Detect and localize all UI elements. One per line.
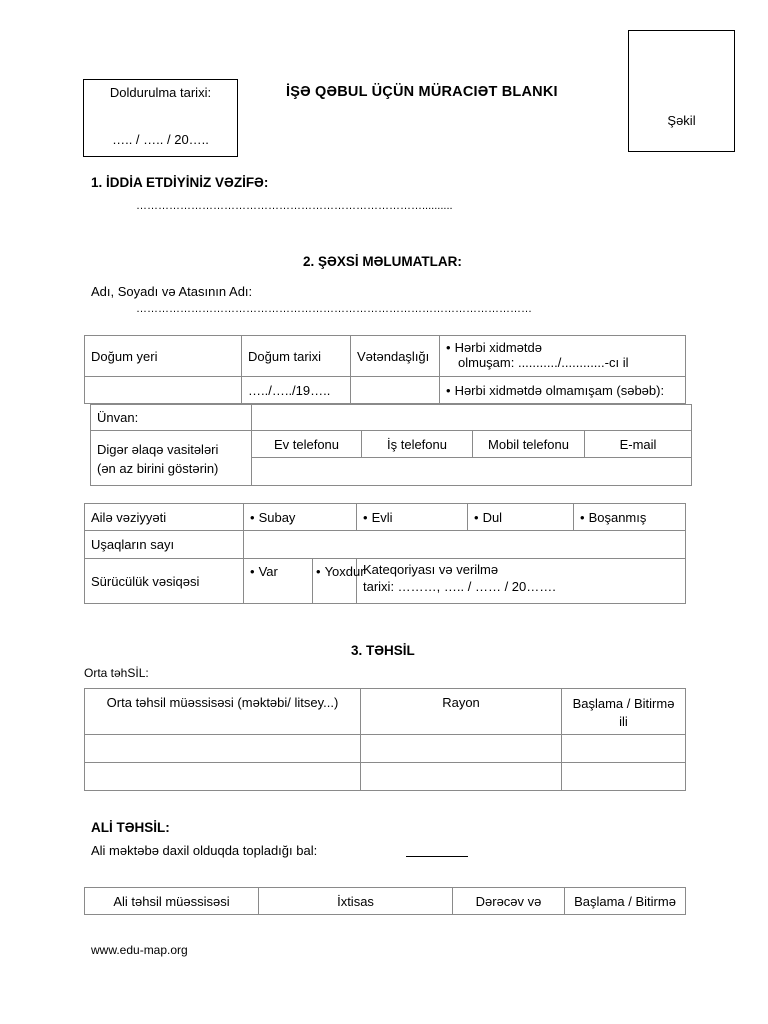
license-no-option[interactable] xyxy=(313,559,365,604)
family-table xyxy=(84,503,686,604)
widowed-option[interactable] xyxy=(468,504,574,531)
sec-years-header-2: ili xyxy=(619,714,628,729)
contact-label-2: (ən az birini göstərin) xyxy=(97,461,219,476)
hi-institution-header: Ali təhsil müəssisəsi xyxy=(85,888,259,915)
contact-table xyxy=(90,404,692,486)
date-value[interactable]: ….. / ….. / 20….. xyxy=(112,132,209,147)
higher-edu-table xyxy=(84,887,686,915)
sec-row1-institution[interactable] xyxy=(85,735,361,763)
children-count-label: Uşaqların sayı xyxy=(85,531,244,559)
contact-label-1: Digər əlaqə vasitələri xyxy=(97,442,219,457)
photo-label: Şəkil xyxy=(667,113,696,128)
mobile-phone-label: Mobil telefonu xyxy=(473,431,585,458)
form-title: İŞƏ QƏBUL ÜÇÜN MÜRACIƏT BLANKI xyxy=(286,84,558,100)
birth-date-value[interactable]: …../…../19….. xyxy=(242,377,351,404)
secondary-edu-label: Orta təhSİL: xyxy=(84,666,149,680)
license-yes-option[interactable] xyxy=(244,559,313,604)
married-option[interactable] xyxy=(357,504,468,531)
hi-degree-header: Dərəcəv və xyxy=(453,888,565,915)
sec-district-header: Rayon xyxy=(361,689,562,735)
driver-license-label: Sürücülük vəsiqəsi xyxy=(85,559,244,604)
secondary-edu-table xyxy=(84,688,686,791)
license-category-date: tarixi: ………, ….. / …… / 20……. xyxy=(363,579,556,594)
sec-row2-district[interactable] xyxy=(361,763,562,791)
position-line[interactable]: …………………………………………………………………….......... xyxy=(136,200,453,212)
military-not-cell[interactable] xyxy=(440,377,686,404)
section3-heading: 3. TƏHSİL xyxy=(351,643,415,658)
date-box xyxy=(83,79,238,157)
score-label: Ali məktəbə daxil olduqda topladığı bal: xyxy=(91,843,318,858)
hi-specialty-header: İxtisas xyxy=(259,888,453,915)
license-category-cell[interactable] xyxy=(357,559,686,604)
address-value[interactable] xyxy=(252,405,692,431)
sec-row1-district[interactable] xyxy=(361,735,562,763)
birth-place-value[interactable] xyxy=(85,377,242,404)
name-line[interactable]: ……………………………………………………………………………………………… xyxy=(136,303,532,315)
contact-label-cell xyxy=(91,431,252,486)
citizenship-label: Vətəndaşlığı xyxy=(351,336,440,377)
birth-date-label: Doğum tarixi xyxy=(242,336,351,377)
footer-site[interactable]: www.edu-map.org xyxy=(91,943,188,957)
section1-heading: 1. İDDİA ETDİYİNİZ VƏZİFƏ: xyxy=(91,175,269,190)
married-label: • Evli xyxy=(363,510,393,525)
citizenship-value[interactable] xyxy=(351,377,440,404)
hi-years-header: Başlama / Bitirmə xyxy=(565,888,686,915)
sec-row2-years[interactable] xyxy=(562,763,686,791)
work-phone-label: İş telefonu xyxy=(362,431,473,458)
license-no-label: • Yoxdur xyxy=(316,564,365,579)
date-label: Doldurulma tarixi: xyxy=(109,85,212,100)
address-label: Ünvan: xyxy=(91,405,252,431)
marital-status-label: Ailə vəziyyəti xyxy=(85,504,244,531)
home-phone-label: Ev telefonu xyxy=(252,431,362,458)
divorced-label: • Boşanmış xyxy=(580,510,646,525)
single-option[interactable] xyxy=(244,504,357,531)
military-served-line: olmuşam: .........../............-cı il xyxy=(458,355,629,370)
higher-edu-heading: ALİ TƏHSİL: xyxy=(91,820,170,835)
widowed-label: • Dul xyxy=(474,510,502,525)
section2-heading: 2. ŞƏXSİ MƏLUMATLAR: xyxy=(303,254,462,269)
sec-years-header xyxy=(562,689,686,735)
name-label: Adı, Soyadı və Atasının Adı: xyxy=(91,284,253,299)
license-category-label: Kateqoriyası və verilmə xyxy=(363,562,499,577)
military-not-label: • Hərbi xidmətdə olmamışam (səbəb): xyxy=(446,383,664,398)
military-served-cell[interactable] xyxy=(440,336,686,377)
sec-row1-years[interactable] xyxy=(562,735,686,763)
score-line[interactable] xyxy=(406,856,468,857)
sec-years-header-1: Başlama / Bitirmə xyxy=(572,696,675,711)
children-count-value[interactable] xyxy=(244,531,686,559)
sec-row2-institution[interactable] xyxy=(85,763,361,791)
personal-table xyxy=(84,335,686,404)
birth-place-label: Doğum yeri xyxy=(85,336,242,377)
single-label: • Subay xyxy=(250,510,295,525)
military-served-label: • Hərbi xidmətdə xyxy=(446,340,679,355)
sec-institution-header: Orta təhsil müəssisəsi (məktəbi/ litsey...) xyxy=(85,689,361,735)
divorced-option[interactable] xyxy=(574,504,686,531)
email-label: E-mail xyxy=(585,431,692,458)
contact-values[interactable] xyxy=(252,458,692,486)
photo-box xyxy=(628,30,735,152)
license-yes-label: • Var xyxy=(250,564,278,579)
